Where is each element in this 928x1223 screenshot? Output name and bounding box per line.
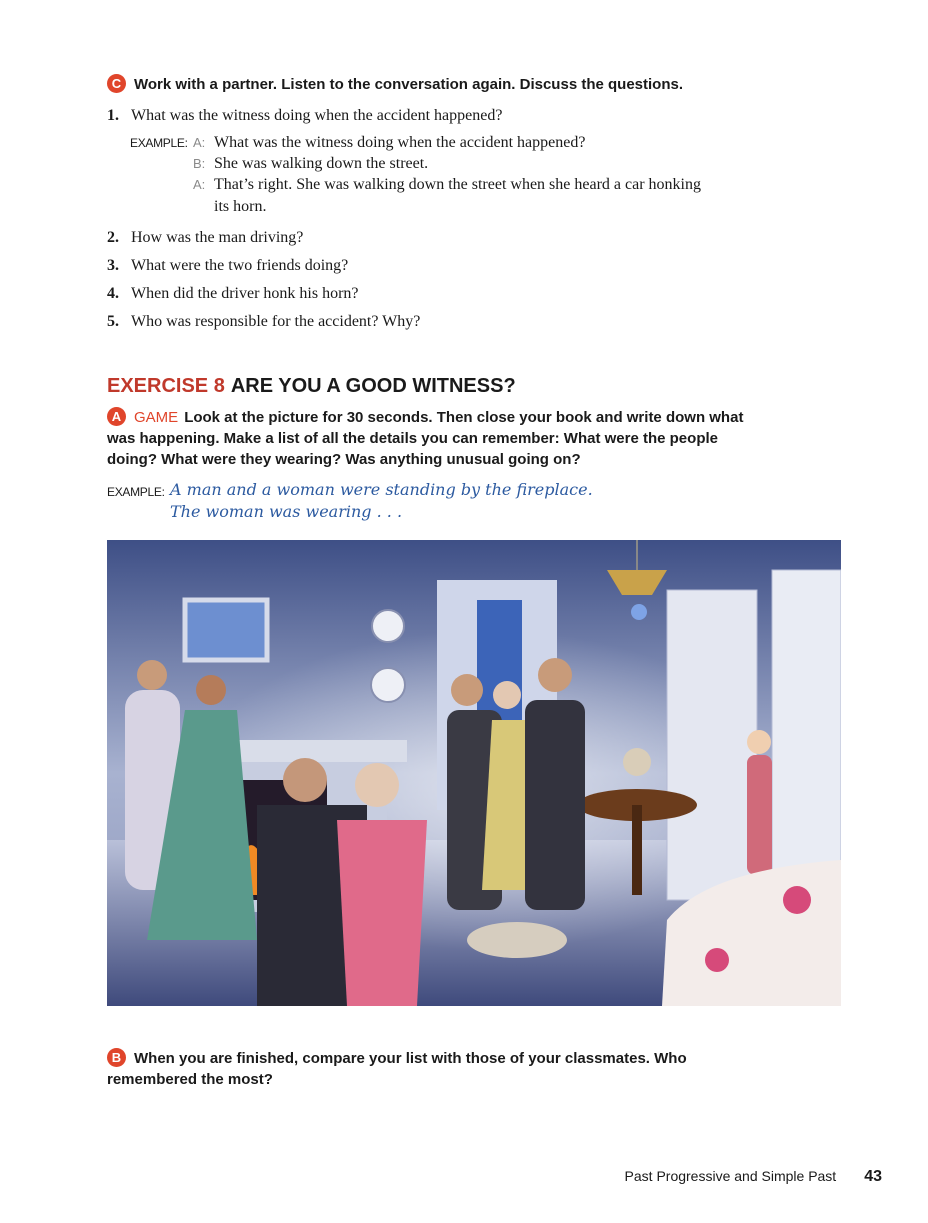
- page-number: 43: [864, 1168, 882, 1185]
- dialogue-line-2: She was walking down the street.: [214, 155, 429, 172]
- question-3: 3. What were the two friends doing?: [107, 257, 349, 274]
- question-2: 2. How was the man driving?: [107, 229, 304, 246]
- mirror: [185, 600, 267, 660]
- party-scene-svg: [107, 540, 841, 1006]
- exercise-label: EXERCISE 8: [107, 375, 225, 397]
- section-c-badge: C: [107, 74, 126, 93]
- handwritten-example-line-2: The woman was wearing . . .: [170, 502, 403, 521]
- party-illustration: [107, 540, 841, 1006]
- dialogue-line-4: its horn.: [214, 198, 267, 215]
- dialogue-line-3: That’s right. She was walking down the street when she heard a car honking: [214, 176, 701, 193]
- speaker-a: A:: [193, 177, 206, 192]
- section-b-badge: B: [107, 1048, 126, 1067]
- question-4: 4. When did the driver honk his horn?: [107, 285, 359, 302]
- section-a-badge: A: [107, 407, 126, 426]
- example-label: EXAMPLE:: [130, 136, 188, 150]
- exercise-title: ARE YOU A GOOD WITNESS?: [230, 375, 516, 397]
- dialogue-line-1: What was the witness doing when the accident happened?: [214, 134, 586, 151]
- section-a-instruction: A GAME Look at the picture for 30 seconds. Then close your book and write down what was happening. Make a list of all the details you can remember: What were the people doing? What were they wearing? Was anything unusual going on?: [107, 409, 744, 468]
- chapter-title: Past Progressive and Simple Past: [624, 1168, 837, 1184]
- question-5: 5. Who was responsible for the accident? Why?: [107, 313, 421, 330]
- section-c-instruction: [107, 74, 683, 95]
- speaker-a: A:: [193, 135, 206, 150]
- exercise-heading: [107, 373, 516, 399]
- section-c-text: Work with a partner. Listen to the conversation again. Discuss the questions.: [134, 76, 684, 93]
- handwritten-example-line-1: A man and a woman were standing by the fireplace.: [170, 480, 593, 499]
- section-b-instruction: B When you are finished, compare your list with those of your classmates. Who remembered the most?: [107, 1050, 687, 1088]
- example-label-2: EXAMPLE:: [107, 485, 165, 499]
- game-tag: GAME: [134, 409, 179, 426]
- cat: [467, 922, 567, 958]
- question-1: 1. What was the witness doing when the accident happened?: [107, 107, 503, 124]
- speaker-b: B:: [193, 156, 206, 171]
- page-footer: [625, 1166, 882, 1187]
